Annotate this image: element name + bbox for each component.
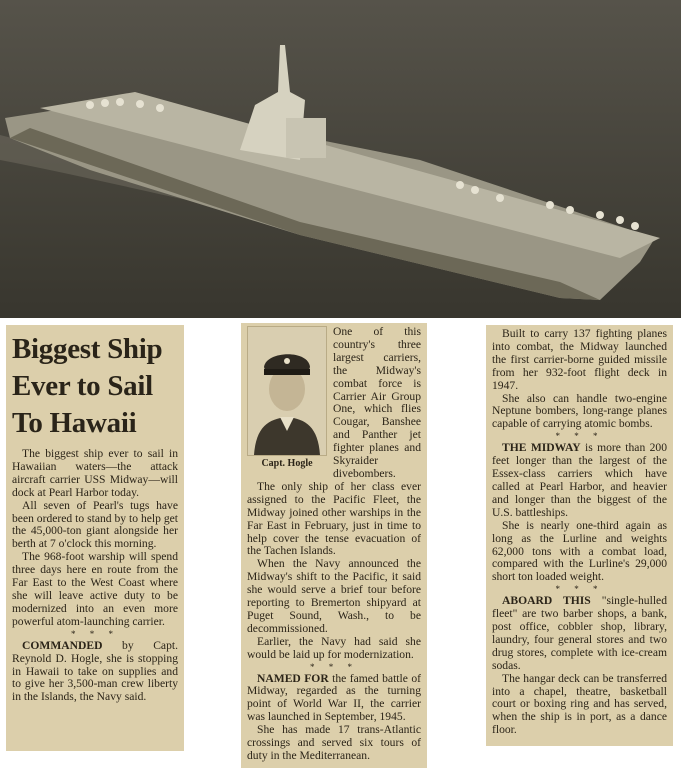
lead-in: ABOARD THIS: [502, 594, 591, 608]
section-divider: * * *: [555, 431, 604, 442]
island-block: [286, 118, 326, 158]
carrier-photo-svg: [0, 0, 681, 318]
lead-in: THE MIDWAY: [502, 441, 581, 455]
paragraph: She is nearly one-third again as long as the Lurline and weights 62,000 tons with a combat load, compared with the Lurline's 29,000 short ton loaded weight.: [492, 518, 667, 584]
paragraph: The biggest ship ever to sail in Hawaiian waters—the attack aircraft carrier USS Midway—will dock at Pearl Harbor today.: [12, 447, 178, 499]
section-divider: * * *: [71, 628, 119, 639]
carrier-photo: [0, 0, 681, 318]
paragraph: [12, 640, 178, 705]
paragraph: [492, 442, 667, 519]
headline: [12, 331, 178, 442]
paragraph: She also can handle two-engine Neptune bombers, long-range planes capable of carrying atomic bombs.: [492, 391, 667, 431]
paragraph: When the Navy announced the Midway's shift to the Pacific, it said she would serve a brief tour before reporting to Bremerton shipyard at Puget Sound, Wash., to be decommissioned.: [247, 557, 421, 635]
paragraph-text: the famed battle of Midway, regarded as the turning point of World War II, the carrier was launched in September, 1945.: [247, 671, 421, 724]
paragraph: The hangar deck can be transferred into a chapel, theatre, basketball court or boxing ring and has served, when the ship is in port, as a dance floor.: [492, 671, 667, 737]
paragraph-text: "single-hulled fleet" are two barber shops, a bank, post office, cobbler shop, library, laundry, four general stores and two drug stores, complete with ice-cream sodas.: [492, 594, 667, 672]
paragraph: All seven of Pearl's tugs have been ordered to stand by to help get the 45,000-ton giant alongside her berth at 7 o'clock this morning.: [12, 498, 178, 551]
article-column-3: [486, 325, 673, 746]
lead-in: NAMED FOR: [257, 671, 329, 685]
headline-line-2: Ever to Sail: [12, 370, 153, 402]
captain-portrait-svg: [248, 327, 326, 455]
paragraph-text: is more than 200 feet longer than the largest of the Essex-class carriers which have called at Pearl Harbor, and heavier and longer than the biggest of the U.S. battleships.: [492, 441, 667, 519]
captain-portrait-photo: [247, 326, 327, 456]
paragraph: One of this country's three largest carriers, the Midway's combat force is Carrier Air Group One, which flies Cougar, Banshee and Panther jet fighter planes and Skyraider divebombers.: [333, 325, 421, 480]
paragraph: Built to carry 137 fighting planes into combat, the Midway launched the first carrier-borne guided missile from her 932-foot flight deck in 1947.: [492, 327, 667, 392]
paragraph: The only ship of her class ever assigned to the Pacific Fleet, the Midway joined other warships in the Far East in February, just in time to help cover the tense evacuation of the Tachen Islands.: [247, 479, 421, 558]
portrait: [247, 326, 327, 470]
paragraph: [492, 595, 667, 672]
paragraph: [247, 673, 421, 725]
paragraph-text: by Capt. Reynold D. Hogle, she is stopping in Hawaii to take on supplies and to give her 3,500-man crew liberty in the Islands, the Navy said.: [12, 638, 178, 704]
paragraph: The 968-foot warship will spend three days here en route from the Far East to the West Coast where she will leave active duty to be modernized into an even more powerful atom-launching carrier.: [12, 550, 178, 628]
headline-line-3: To Hawaii: [12, 407, 137, 439]
article-column-1: [6, 325, 184, 751]
paragraph: Earlier, the Navy had said she would be laid up for modernization.: [247, 634, 421, 661]
section-divider: * * *: [555, 584, 604, 595]
section-divider: * * *: [310, 661, 358, 672]
article-column-2: [241, 323, 427, 768]
headline-line-1: Biggest Ship: [12, 333, 163, 365]
paragraph: She has made 17 trans-Atlantic crossings and served six tours of duty in the Mediterranean.: [247, 723, 421, 762]
portrait-caption: Capt. Hogle: [261, 458, 313, 469]
lead-in: COMMANDED: [22, 638, 103, 652]
